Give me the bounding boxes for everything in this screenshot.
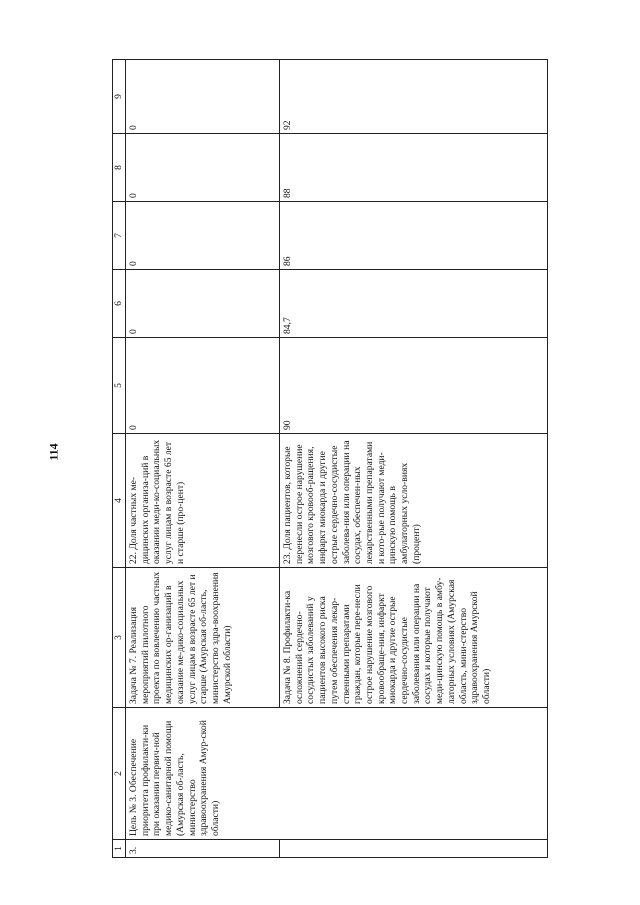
- value-cell-7: 86: [280, 202, 548, 270]
- header-cell: 5: [113, 338, 126, 434]
- header-cell: 8: [113, 134, 126, 202]
- value-cell-8: 88: [280, 134, 548, 202]
- header-cell: 7: [113, 202, 126, 270]
- indicators-table: [112, 59, 548, 858]
- page-number: 114: [46, 443, 61, 461]
- rotated-table-frame: [112, 60, 542, 858]
- header-cell: 1: [113, 840, 126, 858]
- value-cell-9: 0: [126, 60, 280, 134]
- task-cell: Задача № 7. Реализация мероприятий пилотного проекта по вовлечению частных медицинских ор-ганизаций в оказание ме-дико-социальных услуг лицам в возрасте 65 лет и старше (Амурская об-ласть, министерство здра-воохранения Амурской области): [126, 568, 280, 708]
- row-number-cell: 3.: [126, 840, 280, 858]
- header-cell: 2: [113, 708, 126, 840]
- table-row: [126, 60, 280, 858]
- header-cell: 3: [113, 568, 126, 708]
- task-cell: Задача № 8. Профилакти-ка осложнений сердечно-сосудистых заболеваний у пациентов высокого риска путем обеспечения лекар-ственными препаратами граждан, которые пере-несли острое нарушение мозгового кровообраще-ния, инфаркт миокарда и другие острые сердечно-сосудистые заболевания или операции на сосудах и которые получают меди-цинскую помощь в амбу-латорных условиях (Амурская область, мини-стерство здравоохранения Амурской области): [280, 568, 548, 708]
- indicator-cell: 22. Доля частных ме-дицинских организа-ций в оказании меди-ко-социальных услуг лицам в возрасте 65 лет и старше (про-цент): [126, 434, 280, 568]
- value-cell-5: 90: [280, 338, 548, 434]
- goal-cell: Цель № 3. Обеспечение приоритета профилакти-ки при оказании первич-ной медико-санитарной помощи (Амурская об-ласть, министерство здравоохранения Амур-ской области): [126, 708, 548, 840]
- header-cell: 9: [113, 60, 126, 134]
- value-cell-6: 0: [126, 270, 280, 338]
- indicator-cell: 23. Доля пациентов, которые перенесли острое нарушение мозгового кровооб-ращения, инфаркт миокарда и другие острые сердечно-сосудистые заболева-ния или операции на сосудах, обеспечен-ных лекарственными препаратами и кото-рые получают меди-цинскую помощь в амбулаторных усло-виях (процент): [280, 434, 548, 568]
- header-cell: 6: [113, 270, 126, 338]
- value-cell-8: 0: [126, 134, 280, 202]
- row-number-cell: [280, 840, 548, 858]
- table-header-row: [113, 60, 126, 858]
- value-cell-7: 0: [126, 202, 280, 270]
- value-cell-9: 92: [280, 60, 548, 134]
- value-cell-6: 84,7: [280, 270, 548, 338]
- value-cell-5: 0: [126, 338, 280, 434]
- header-cell: 4: [113, 434, 126, 568]
